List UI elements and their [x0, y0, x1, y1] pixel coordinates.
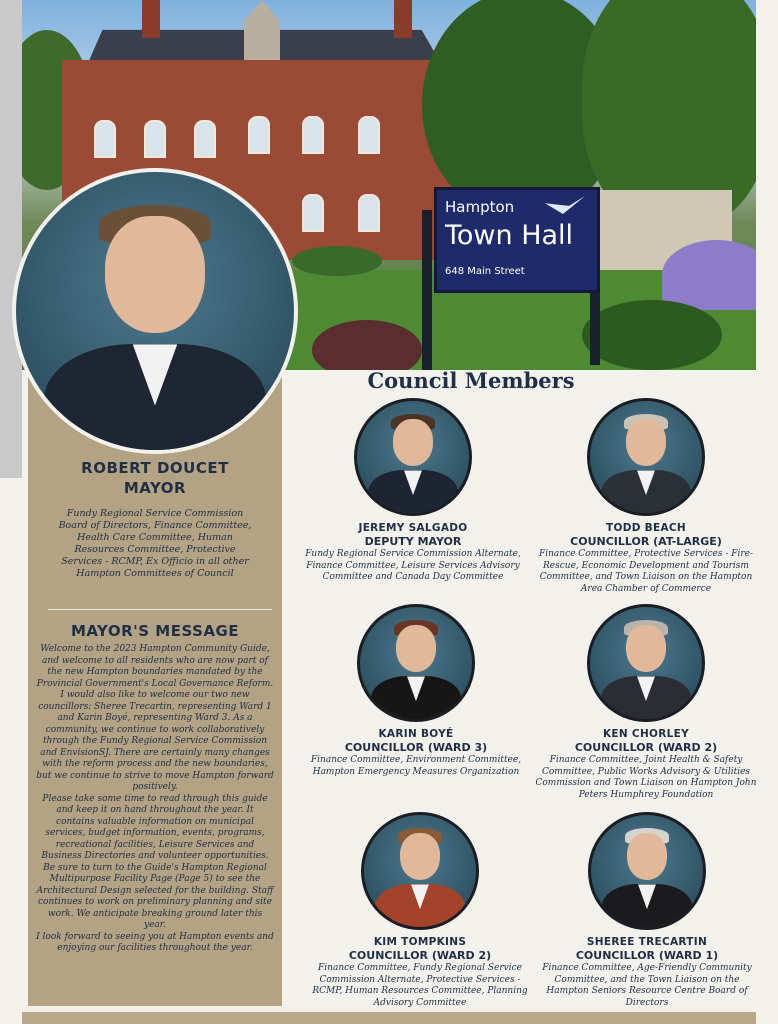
member-committees: Finance Committee, Environment Committee, Hampton Emergency Measures Organization — [310, 755, 522, 777]
mayors-message-body — [36, 644, 274, 955]
council-member-card — [301, 604, 531, 778]
mayor-photo-frame — [12, 168, 298, 454]
left-grey-strip — [0, 0, 22, 478]
flower-bed — [662, 240, 756, 310]
mayor-title: MAYOR — [123, 479, 187, 497]
member-name: KEN CHORLEY — [602, 728, 690, 740]
member-committees: Finance Committee, Fundy Regional Service Commission Alternate, Protective Services - RCMP, Human Resources Committee, Planning Advisory Committee — [312, 963, 528, 1008]
window — [144, 120, 166, 158]
window — [302, 194, 324, 232]
town-hall-sign — [434, 187, 600, 293]
member-photo-frame — [588, 812, 706, 930]
message-paragraph: I would also like to welcome our two new councillors: Sheree Trecartin, representing Ward 1 and Karin Boyé, representing Ward 3. As a community, we continue to work collaboratively through the Fundy Regional Service Commission and EnvisionSJ. There are certainly many changes with the reform process and the new boundaries, but we continue to strive to move Hampton forward positively. — [36, 690, 274, 792]
window — [358, 194, 380, 232]
member-photo — [590, 401, 702, 513]
member-committees: Finance Committee, Protective Services - Fire-Rescue, Economic Development and Tourism Committee, and Town Liaison on the Hampton Area Chamber of Commerce — [539, 549, 753, 594]
left-margin — [0, 478, 22, 1024]
sign-address: 648 Main Street — [445, 266, 525, 277]
mayors-message-title: MAYOR'S MESSAGE — [70, 622, 240, 640]
divider — [48, 609, 272, 610]
council-member-card — [305, 812, 535, 1009]
member-photo — [357, 401, 469, 513]
shrub — [582, 300, 722, 370]
member-photo — [591, 815, 703, 927]
window — [358, 116, 380, 154]
window — [248, 116, 270, 154]
chimney — [394, 0, 412, 38]
member-committees: Finance Committee, Joint Health & Safety Committee, Public Works Advisory & Utilities Commission and Town Liaison on Hampton John Peters Humphrey Foundation — [535, 755, 757, 800]
member-photo — [360, 607, 472, 719]
council-member-card — [298, 398, 528, 584]
member-committees: Finance Committee, Age-Friendly Community Committee, and the Town Liaison on the Hampton Seniors Resource Centre Board of Directors — [542, 963, 752, 1008]
member-role: DEPUTY MAYOR — [364, 535, 462, 548]
member-name: KIM TOMPKINS — [373, 936, 467, 948]
mayor-name: ROBERT DOUCET — [81, 459, 229, 477]
sign-line-2: Town Hall — [445, 220, 574, 251]
council-member-card — [532, 812, 762, 1009]
window — [194, 120, 216, 158]
member-role: COUNCILLOR (WARD 2) — [574, 741, 718, 754]
member-role: COUNCILLOR (WARD 2) — [348, 949, 492, 962]
member-name: KARIN BOYÉ — [378, 728, 454, 740]
member-name: SHEREE TRECARTIN — [586, 936, 708, 948]
sign-post — [422, 210, 432, 370]
member-committees: Fundy Regional Service Commission Alternate, Finance Committee, Leisure Services Advisory Committee and Canada Day Committee — [305, 549, 521, 582]
window — [302, 116, 324, 154]
member-photo — [364, 815, 476, 927]
member-photo — [590, 607, 702, 719]
member-role: COUNCILLOR (WARD 3) — [344, 741, 488, 754]
member-photo-frame — [357, 604, 475, 722]
member-name: JEREMY SALGADO — [358, 522, 468, 534]
member-photo-frame — [587, 398, 705, 516]
message-paragraph: Please take some time to read through this guide and keep it on hand throughout the year. It contains valuable information on municipal services, budget information, events, programs, recreational facilities, Leisure Services and Business Directories and volunteer opportunities. Be sure to turn to the Guide's Hampton Regional Multipurpose Facility Page (Page 5) to see the Architectural Design selected for the building. Staff continues to work on preliminary planning and site work. We anticipate breaking ground later this year. — [36, 793, 274, 930]
chimney — [142, 0, 160, 38]
mayor-roles: Fundy Regional Service Commission Board of Directors, Finance Committee, Health Care Committee, Human Resources Committee, Protective Services - RCMP, Ex Officio in all other Hampton Committees of Council — [58, 508, 252, 579]
member-name: TODD BEACH — [606, 522, 686, 534]
bird-logo-icon — [545, 196, 585, 214]
member-photo-frame — [354, 398, 472, 516]
member-photo-frame — [587, 604, 705, 722]
window — [94, 120, 116, 158]
mayor-name-block — [28, 458, 282, 498]
face — [105, 216, 205, 333]
mayor-photo — [16, 172, 294, 450]
member-role: COUNCILLOR (WARD 1) — [575, 949, 719, 962]
member-photo-frame — [361, 812, 479, 930]
shrub — [292, 246, 382, 276]
message-paragraph: Welcome to the 2023 Hampton Community Guide, and welcome to all residents who are now part of the new Hampton boundaries mandated by the Provincial Government's Local Governance Reform. — [36, 644, 274, 689]
sign-line-1: Hampton — [445, 198, 515, 216]
council-members-title: Council Members — [367, 368, 575, 393]
council-member-card — [531, 398, 761, 595]
message-paragraph: I look forward to seeing you at Hampton events and enjoying our facilities throughout the year. — [36, 931, 274, 953]
footer-bar — [22, 1012, 756, 1024]
member-role: COUNCILLOR (AT-LARGE) — [570, 535, 722, 548]
council-member-card — [531, 604, 761, 801]
